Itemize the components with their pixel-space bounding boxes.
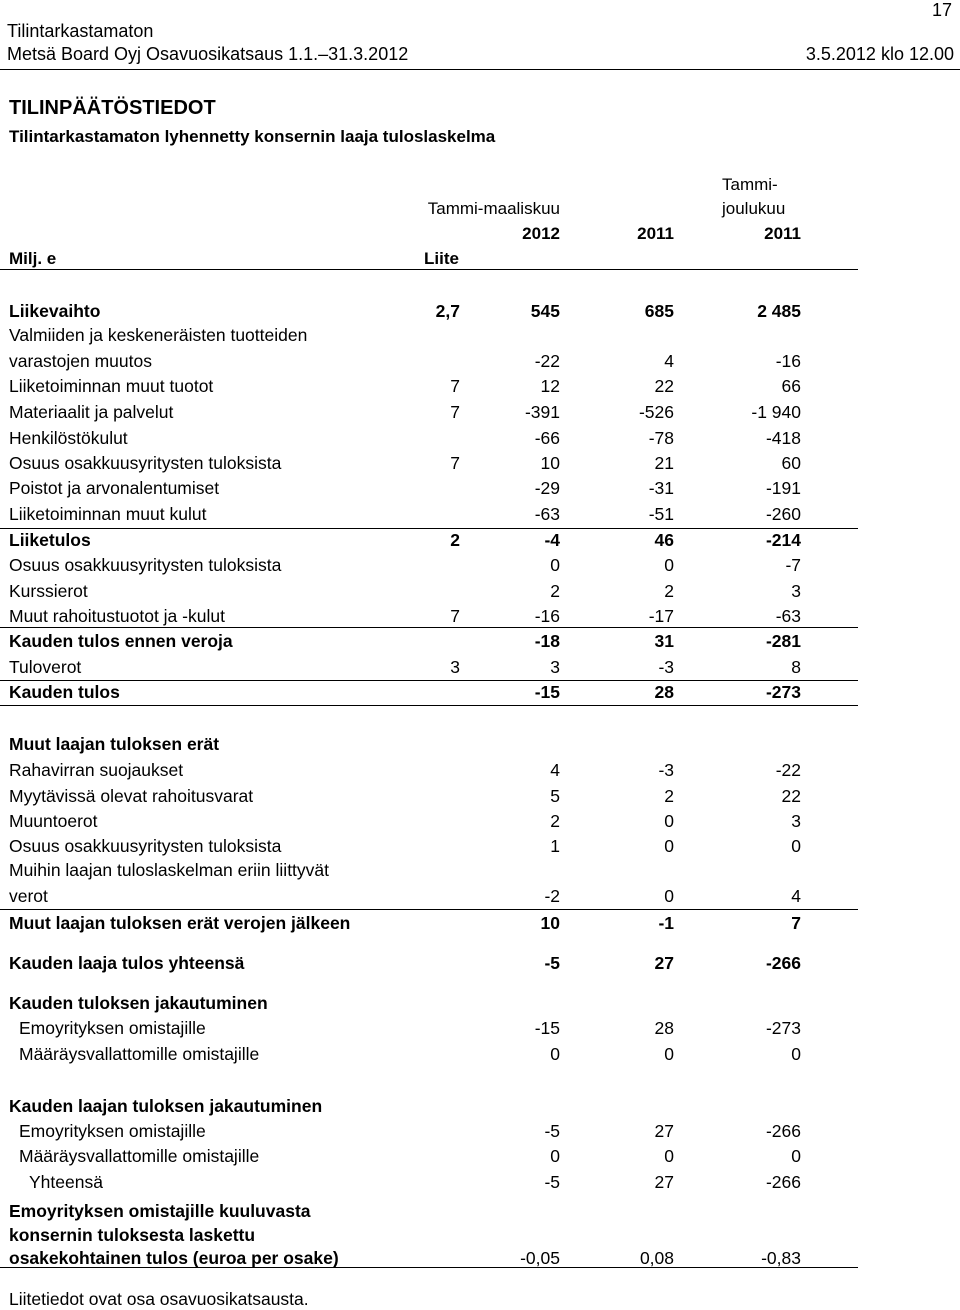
- row-label: Muuntoerot: [9, 811, 98, 831]
- table-row: [0, 1121, 960, 1145]
- value-q1-2011: 2: [664, 786, 674, 806]
- value-q1-2012: -18: [534, 631, 560, 651]
- value-q1-2011: -51: [648, 504, 674, 524]
- value-q1-2011: 31: [654, 631, 674, 651]
- row-note: 7: [450, 376, 460, 396]
- table-row: [0, 886, 960, 910]
- value-q1-2011: 0: [664, 1146, 674, 1166]
- table-row: [0, 1018, 960, 1042]
- value-q1-2012: -15: [534, 682, 560, 702]
- value-q1-2011: 0: [664, 886, 674, 906]
- value-fy-2011: -266: [765, 953, 801, 973]
- value-fy-2011: -281: [765, 631, 801, 651]
- row-label: Kauden laajan tuloksen jakautuminen: [9, 1096, 323, 1116]
- value-fy-2011: -191: [765, 478, 801, 498]
- value-fy-2011: -63: [775, 606, 801, 626]
- table-row: [0, 301, 960, 325]
- value-q1-2011: 2: [664, 581, 674, 601]
- row-label: Liiketoiminnan muut tuotot: [9, 376, 214, 396]
- row-label: osakekohtainen tulos (euroa per osake): [9, 1248, 339, 1268]
- value-fy-2011: -418: [765, 428, 801, 448]
- period-heading-year-line1: Tammi-: [722, 175, 778, 194]
- value-fy-2011: -260: [765, 504, 801, 524]
- value-fy-2011: 22: [781, 786, 801, 806]
- value-fy-2011: -1 940: [751, 402, 801, 422]
- value-q1-2012: 0: [550, 555, 560, 575]
- page-number: 17: [931, 0, 952, 20]
- value-q1-2012: -2: [544, 886, 560, 906]
- value-q1-2011: 685: [644, 301, 674, 321]
- row-label: Muut rahoitustuotot ja -kulut: [9, 606, 225, 626]
- value-q1-2012: -15: [534, 1018, 560, 1038]
- row-label: Yhteensä: [29, 1172, 103, 1192]
- value-fy-2011: -0,83: [761, 1248, 801, 1268]
- row-label: Henkilöstökulut: [9, 428, 128, 448]
- value-q1-2012: 2: [550, 811, 560, 831]
- row-label: varastojen muutos: [9, 351, 152, 371]
- table-row: [0, 734, 960, 758]
- row-label: Liiketulos: [9, 530, 91, 550]
- table-row: [0, 453, 960, 477]
- table-row: [0, 1201, 960, 1225]
- table-row: [0, 1044, 960, 1068]
- value-q1-2012: 0: [550, 1044, 560, 1064]
- rule-before-result: [0, 680, 858, 681]
- row-label: Osuus osakkuusyritysten tuloksista: [9, 453, 282, 473]
- value-fy-2011: 7: [791, 913, 801, 933]
- header-status: Tilintarkastamaton: [7, 21, 154, 41]
- value-fy-2011: 60: [781, 453, 801, 473]
- value-q1-2011: 27: [654, 1121, 674, 1141]
- row-note: 2: [450, 530, 460, 550]
- row-label: Liikevaihto: [9, 301, 101, 321]
- rule-after-eps: [0, 1267, 858, 1268]
- row-note: 7: [450, 606, 460, 626]
- row-label: verot: [9, 886, 48, 906]
- value-q1-2011: 0: [664, 1044, 674, 1064]
- row-label: Valmiiden ja keskeneräisten tuotteiden: [9, 325, 308, 345]
- row-note: 7: [450, 453, 460, 473]
- rule-before-oci-total: [0, 909, 858, 910]
- value-q1-2011: 27: [654, 953, 674, 973]
- table-row: [0, 478, 960, 502]
- row-label: Myytävissä olevat rahoitusvarat: [9, 786, 254, 806]
- value-q1-2012: -391: [524, 402, 560, 422]
- value-q1-2011: 0: [664, 811, 674, 831]
- value-q1-2012: 545: [530, 301, 560, 321]
- table-row: [0, 581, 960, 605]
- value-fy-2011: 0: [791, 836, 801, 856]
- value-q1-2012: 0: [550, 1146, 560, 1166]
- value-q1-2012: -5: [544, 1121, 560, 1141]
- table-row: [0, 402, 960, 426]
- rule-before-result-before-tax: [0, 627, 858, 628]
- header-company-report: Metsä Board Oyj Osavuosikatsaus 1.1.–31.3.2012: [7, 44, 409, 64]
- page-title: TILINPÄÄTÖSTIEDOT: [9, 97, 216, 119]
- table-row: [0, 325, 960, 349]
- table-row: [0, 786, 960, 810]
- table-row: [0, 913, 960, 937]
- row-label: Määräysvallattomille omistajille: [19, 1146, 260, 1166]
- table-row: [0, 1248, 960, 1272]
- value-fy-2011: 66: [781, 376, 801, 396]
- note-column-heading: Liite: [424, 249, 459, 268]
- row-label: Kurssierot: [9, 581, 88, 601]
- table-row: [0, 836, 960, 860]
- value-q1-2011: -78: [648, 428, 674, 448]
- table-row: [0, 555, 960, 579]
- footer-note: Liitetiedot ovat osa osavuosikatsausta.: [9, 1289, 309, 1309]
- row-label: Muut laajan tuloksen erät verojen jälkeen: [9, 913, 351, 933]
- row-label: Rahavirran suojaukset: [9, 760, 184, 780]
- value-q1-2012: -66: [534, 428, 560, 448]
- period-heading-q1: Tammi-maaliskuu: [427, 199, 560, 218]
- table-row: [0, 860, 960, 884]
- value-q1-2012: 10: [540, 453, 560, 473]
- rule-before-operating-result: [0, 528, 858, 529]
- row-label: Muihin laajan tuloslaskelman eriin liittyvät: [9, 860, 330, 880]
- value-q1-2011: 0: [664, 555, 674, 575]
- value-q1-2012: 2: [550, 581, 560, 601]
- table-row: [0, 1172, 960, 1196]
- value-q1-2012: 10: [540, 913, 560, 933]
- table-row: [0, 504, 960, 528]
- value-q1-2012: -5: [544, 953, 560, 973]
- value-q1-2011: -1: [658, 913, 674, 933]
- value-fy-2011: 4: [791, 886, 801, 906]
- row-note: 3: [450, 657, 460, 677]
- value-fy-2011: 3: [791, 581, 801, 601]
- period-heading-year-line2: joulukuu: [722, 199, 786, 218]
- table-row: [0, 530, 960, 554]
- row-label: Kauden tulos ennen veroja: [9, 631, 233, 651]
- table-row: [0, 811, 960, 835]
- value-fy-2011: 3: [791, 811, 801, 831]
- value-q1-2011: 4: [664, 351, 674, 371]
- value-q1-2011: 0: [664, 836, 674, 856]
- rule-after-result: [0, 705, 858, 706]
- value-q1-2011: -526: [638, 402, 674, 422]
- row-label: Emoyrityksen omistajille: [19, 1121, 206, 1141]
- value-q1-2012: 3: [550, 657, 560, 677]
- value-fy-2011: -266: [765, 1121, 801, 1141]
- row-label: Tuloverot: [9, 657, 82, 677]
- year-heading-2011-full: 2011: [764, 224, 801, 243]
- row-label: Kauden laaja tulos yhteensä: [9, 953, 245, 973]
- row-label: Muut laajan tuloksen erät: [9, 734, 220, 754]
- row-label: Liiketoiminnan muut kulut: [9, 504, 207, 524]
- value-fy-2011: -273: [765, 1018, 801, 1038]
- value-q1-2012: -5: [544, 1172, 560, 1192]
- value-q1-2012: -29: [534, 478, 560, 498]
- value-q1-2012: -0,05: [520, 1248, 560, 1268]
- value-q1-2011: 0,08: [639, 1248, 674, 1268]
- row-label: Emoyrityksen omistajille: [19, 1018, 206, 1038]
- table-row: [0, 351, 960, 375]
- value-q1-2011: 21: [654, 453, 674, 473]
- row-label: konsernin tuloksesta laskettu: [9, 1225, 256, 1245]
- row-label: Osuus osakkuusyritysten tuloksista: [9, 555, 282, 575]
- table-row: [0, 953, 960, 977]
- row-label: Emoyrityksen omistajille kuuluvasta: [9, 1201, 311, 1221]
- value-fy-2011: 0: [791, 1146, 801, 1166]
- table-row: [0, 1146, 960, 1170]
- value-q1-2012: 12: [540, 376, 560, 396]
- value-fy-2011: -16: [775, 351, 801, 371]
- table-row: [0, 993, 960, 1017]
- value-q1-2011: 46: [654, 530, 674, 550]
- row-label: Kauden tulos: [9, 682, 120, 702]
- value-fy-2011: 8: [791, 657, 801, 677]
- header-date-time: 3.5.2012 klo 12.00: [805, 44, 954, 64]
- value-fy-2011: -214: [765, 530, 801, 550]
- value-q1-2012: -16: [534, 606, 560, 626]
- value-fy-2011: -7: [785, 555, 801, 575]
- row-label: Määräysvallattomille omistajille: [19, 1044, 260, 1064]
- year-heading-2012: 2012: [522, 224, 560, 243]
- row-label: Poistot ja arvonalentumiset: [9, 478, 220, 498]
- unit-label: Milj. e: [9, 249, 57, 268]
- value-fy-2011: -273: [765, 682, 801, 702]
- value-q1-2011: -3: [658, 657, 674, 677]
- page-subtitle: Tilintarkastamaton lyhennetty konsernin laaja tuloslaskelma: [9, 127, 496, 146]
- row-note: 7: [450, 402, 460, 422]
- value-q1-2011: 28: [654, 1018, 674, 1038]
- table-row: [0, 657, 960, 681]
- value-q1-2012: 5: [550, 786, 560, 806]
- table-row: [0, 760, 960, 784]
- value-q1-2012: 4: [550, 760, 560, 780]
- table-row: [0, 1225, 960, 1249]
- year-heading-2011: 2011: [637, 224, 674, 243]
- value-q1-2012: 1: [550, 836, 560, 856]
- table-row: [0, 631, 960, 655]
- value-q1-2012: -63: [534, 504, 560, 524]
- header-divider: [0, 69, 960, 70]
- row-label: Materiaalit ja palvelut: [9, 402, 174, 422]
- value-q1-2011: -3: [658, 760, 674, 780]
- value-fy-2011: -266: [765, 1172, 801, 1192]
- row-note: 2,7: [435, 301, 460, 321]
- value-q1-2011: 27: [654, 1172, 674, 1192]
- row-label: Osuus osakkuusyritysten tuloksista: [9, 836, 282, 856]
- value-fy-2011: 0: [791, 1044, 801, 1064]
- value-q1-2011: 28: [654, 682, 674, 702]
- value-q1-2011: 22: [654, 376, 674, 396]
- value-q1-2012: -22: [534, 351, 560, 371]
- value-fy-2011: 2 485: [757, 301, 801, 321]
- row-label: Kauden tuloksen jakautuminen: [9, 993, 268, 1013]
- value-q1-2012: -4: [544, 530, 560, 550]
- column-header-rule: [0, 269, 858, 270]
- table-row: [0, 1096, 960, 1120]
- table-row: [0, 428, 960, 452]
- table-row: [0, 682, 960, 706]
- table-row: [0, 376, 960, 400]
- value-fy-2011: -22: [775, 760, 801, 780]
- value-q1-2011: -31: [648, 478, 674, 498]
- value-q1-2011: -17: [648, 606, 674, 626]
